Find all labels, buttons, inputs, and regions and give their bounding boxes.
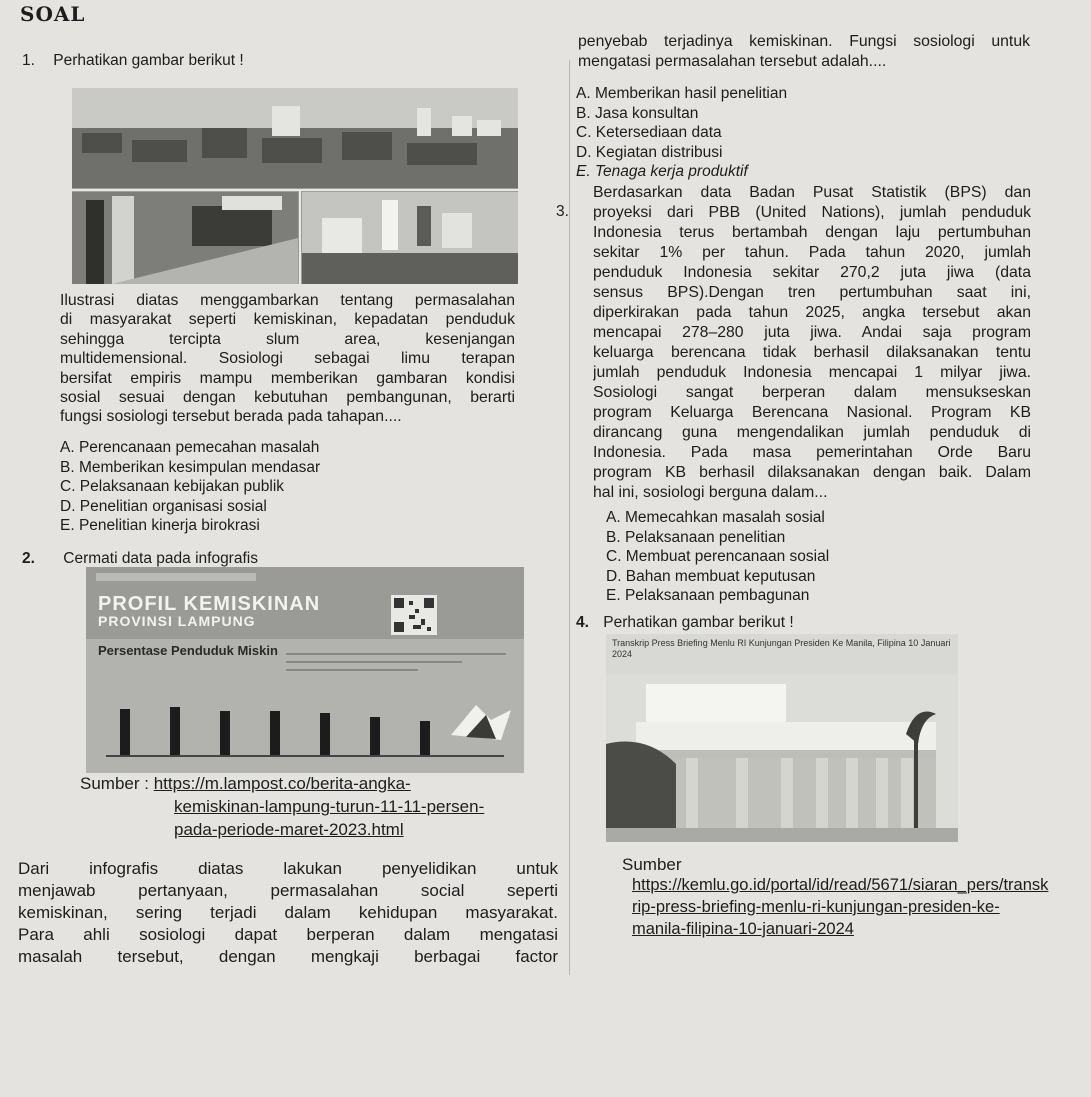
q3-line: program KB berhasil dilaksanakan dengan baik. Dalam [593, 464, 1031, 481]
q3-line: mencapai 278–280 juta jiwa. Andai saja program [593, 324, 1031, 341]
q3-option-c[interactable]: C. Membuat perencanaan sosial [606, 548, 830, 565]
q3-line: Indonesia terus bertambah dengan laju pertumbuhan [593, 224, 1031, 241]
poverty-bar [370, 717, 380, 755]
q2-number: 2. [22, 550, 35, 567]
infographic-logo-strip [96, 573, 256, 581]
q4-source-link[interactable]: rip-press-briefing-menlu-ri-kunjungan-presiden-ke- [632, 898, 1000, 916]
q1-option-b[interactable]: B. Memberikan kesimpulan mendasar [60, 458, 321, 476]
q2-option-d[interactable]: D. Kegiatan distribusi [576, 143, 723, 161]
q3-options [606, 508, 829, 606]
q2-source-link[interactable]: pada-periode-maret-2023.html [174, 820, 404, 839]
q3-line: sekitar 1% per tahun. Pada tahun 2020, jumlah [593, 244, 1031, 261]
q1-caption-line: fungsi sosiologi tersebut berada pada tahapan.... [60, 408, 402, 426]
q3-number: 3. [556, 203, 569, 220]
q3-line: dirancang guna mengendalikan jumlah penduduk di [593, 424, 1031, 441]
q3-option-e[interactable]: E. Pelaksanaan pembagunan [606, 587, 810, 604]
qr-code-icon [391, 595, 437, 635]
q4-building-photo [606, 634, 958, 842]
q4-source-label: Sumber [622, 855, 682, 874]
q2-option-e[interactable]: E. Tenaga kerja produktif [576, 163, 748, 180]
q3-line: jumlah penduduk Indonesia mencapai 1 milyar jiwa. [593, 364, 1031, 381]
q2-body-line: kemiskinan, sering terjadi dalam kehidupan masyarakat. [18, 903, 558, 922]
q3-line: proyeksi dari PBB (United Nations), jumlah penduduk [593, 204, 1031, 221]
infographic-notes [286, 647, 506, 697]
column-divider [569, 60, 570, 975]
note-line [286, 653, 506, 655]
q1-caption-line: multidemensional. Sosiologi sebagai limu terapan [60, 350, 515, 368]
q3-line: diperkirakan pada tahun 2025, angka tersebut akan [593, 304, 1031, 321]
q2-source-link[interactable]: https://m.lampost.co/berita-angka- [153, 774, 411, 793]
q2-source-row [80, 774, 411, 794]
q1-option-c[interactable]: C. Pelaksanaan kebijakan publik [60, 478, 285, 495]
q2-body-line: menjawab pertanyaan, permasalahan social seperti [18, 881, 558, 900]
q2-prompt-row [22, 550, 258, 568]
q2-options [576, 84, 787, 182]
q1-option-d[interactable]: D. Penelitian organisasi sosial [60, 497, 267, 515]
chart-baseline [106, 755, 504, 757]
poverty-bar [170, 707, 180, 755]
q2-prompt: Cermati data pada infografis [63, 550, 258, 567]
q3-line: hal ini, sosiologi berguna dalam... [593, 484, 828, 501]
q3-body [593, 183, 1031, 503]
q2-continuation [578, 32, 1030, 72]
q1-options [60, 438, 320, 536]
palace-illustration [606, 674, 958, 842]
q1-number: 1. [22, 52, 35, 69]
q2-continuation-line: penyebab terjadinya kemiskinan. Fungsi sosiologi untuk [578, 33, 1030, 50]
q2-option-a[interactable]: A. Memberikan hasil penelitian [576, 85, 788, 102]
q1-caption-line: Ilustrasi diatas menggambarkan tentang permasalahan [60, 292, 515, 309]
q3-line: penduduk Indonesia sekitar 270,2 juta jiwa (data [593, 264, 1031, 281]
q1-caption-line: sehingga tercipta slum area, kesenjangan [60, 330, 515, 348]
q4-source-link[interactable]: https://kemlu.go.id/portal/id/read/5671/siaran_pers/transk [632, 876, 1049, 894]
qr-pattern [391, 595, 437, 635]
mascot-illustration [446, 695, 516, 745]
q1-caption-line: sosial sesuai dengan kebutuhan pembangunan, berarti [60, 389, 515, 407]
q1-prompt-row [22, 52, 244, 70]
q2-option-b[interactable]: B. Jasa konsultan [576, 104, 699, 122]
note-line [286, 661, 462, 663]
q2-body-line: Dari infografis diatas lakukan penyelidikan untuk [18, 859, 558, 878]
page-heading: SOAL [20, 2, 86, 26]
q2-source-label: Sumber : [80, 774, 149, 793]
note-line [286, 669, 418, 671]
q1-caption-line: bersifat empiris mampu memberikan gambaran kondisi [60, 369, 515, 387]
q1-slum-photo [72, 88, 518, 284]
infographic-panel [86, 639, 524, 773]
q1-prompt: Perhatikan gambar berikut ! [53, 52, 244, 69]
q3-option-d[interactable]: D. Bahan membuat keputusan [606, 567, 816, 585]
q2-body-line: masalah tersebut, dengan mengkaji berbagai factor [18, 947, 558, 966]
q1-caption [60, 291, 515, 427]
q4-prompt: Perhatikan gambar berikut ! [603, 614, 794, 631]
q1-option-a[interactable]: A. Perencanaan pemecahan masalah [60, 439, 320, 456]
q3-line: sensus BPS).Dengan tren pertumbuhan saat ini, [593, 284, 1031, 301]
q3-option-a[interactable]: A. Memecahkan masalah sosial [606, 509, 825, 526]
q2-option-c[interactable]: C. Ketersediaan data [576, 124, 722, 141]
q2-body-line: Para ahli sosiologi dapat berperan dalam mengatasi [18, 925, 558, 944]
q1-option-e[interactable]: E. Penelitian kinerja birokrasi [60, 517, 260, 534]
q3-line: Berdasarkan data Badan Pusat Statistik (BPS) dan [593, 184, 1031, 201]
q2-body [18, 858, 558, 968]
q2-infographic [86, 567, 524, 773]
q4-prompt-row [576, 614, 794, 632]
q3-line: Indonesia. Pada masa pemerintahan Orde Baru [593, 444, 1031, 461]
q3-line: Sosiologi sangat berperan dalam mensukseskan [593, 384, 1031, 401]
infographic-title: PROFIL KEMISKINAN [98, 593, 321, 615]
q4-source-link[interactable]: manila-filipina-10-januari-2024 [632, 920, 854, 938]
poverty-bar [270, 711, 280, 755]
poverty-bar [320, 713, 330, 755]
q3-option-b[interactable]: B. Pelaksanaan penelitian [606, 528, 786, 546]
slum-illustration [72, 88, 518, 284]
q2-continuation-line: mengatasi permasalahan tersebut adalah.... [578, 53, 887, 70]
q3-line: keluarga berencana tidak berhasil dilaksanakan tentu [593, 344, 1031, 361]
q4-image-caption: Transkrip Press Briefing Menlu RI Kunjungan Presiden Ke Manila, Filipina 10 Januari 2024 [612, 638, 951, 659]
q3-line: program Keluarga Berencana Nasional. Program KB [593, 404, 1031, 421]
q2-source-link[interactable]: kemiskinan-lampung-turun-11-11-persen- [174, 797, 485, 816]
poverty-bar [220, 711, 230, 755]
poverty-bar [120, 709, 130, 755]
q1-caption-line: di masyarakat seperti kemiskinan, kepadatan penduduk [60, 311, 515, 329]
infographic-subtitle: PROVINSI LAMPUNG [98, 613, 256, 629]
infographic-section-title: Persentase Penduduk Miskin [98, 643, 278, 658]
q4-number: 4. [576, 614, 589, 631]
poverty-bar [420, 721, 430, 755]
